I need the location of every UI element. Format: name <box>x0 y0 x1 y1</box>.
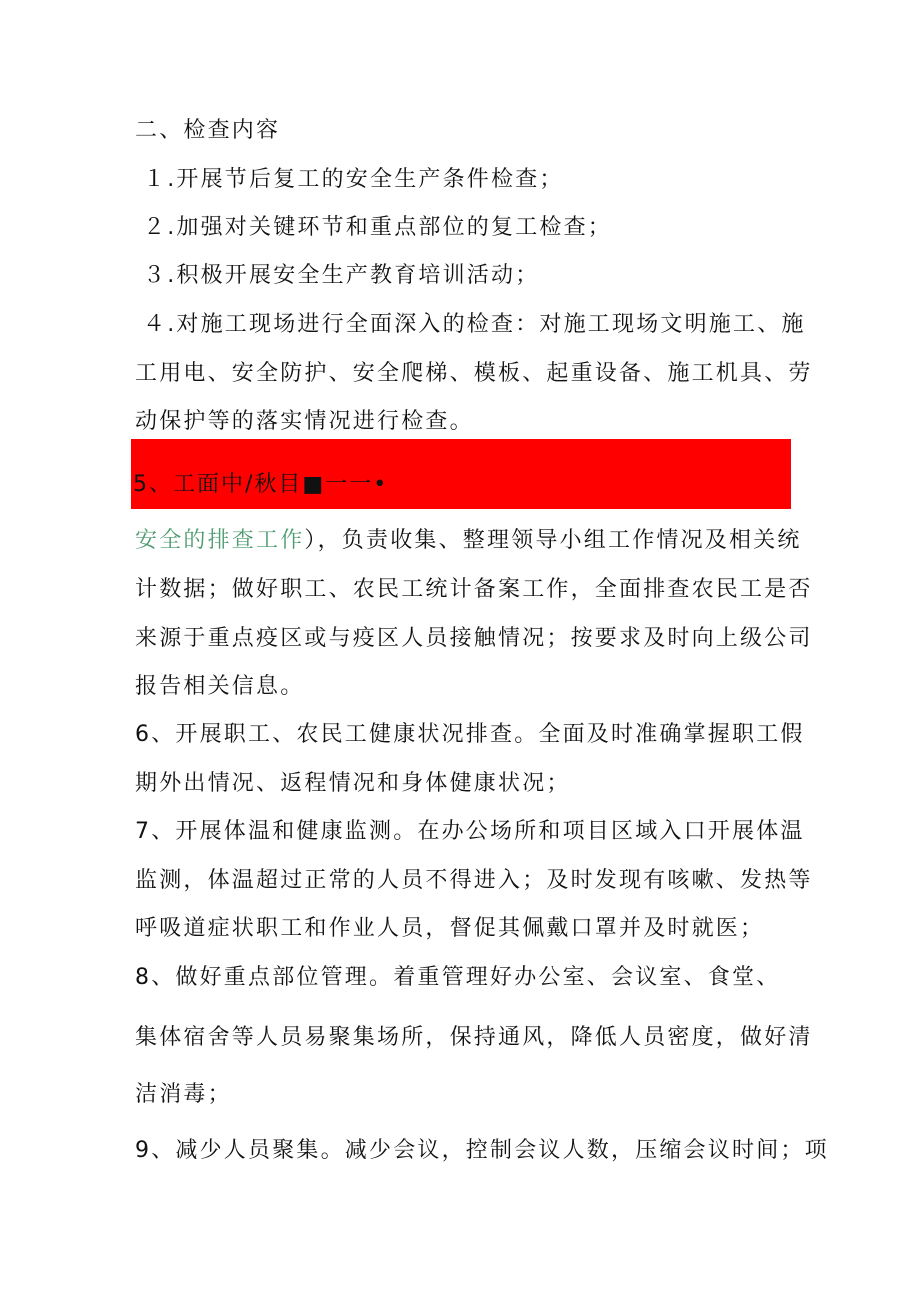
check-item-4-line-1: ４.对施工现场进行全面深入的检查：对施工现场文明施工、施 <box>143 312 806 337</box>
check-item-4-line-3: 动保护等的落实情况进行检查。 <box>135 409 474 434</box>
item-8-line-2: 集体宿舍等人员易聚集场所，保持通风，降低人员密度，做好清 <box>135 1025 813 1050</box>
item-8-line-3: 洁消毒； <box>135 1082 232 1107</box>
item-7-line-1: 7、开展体温和健康监测。在办公场所和项目区域入口开展体温 <box>135 819 805 844</box>
item-7-line-2: 监测，体温超过正常的人员不得进入；及时发现有咳嗽、发热等 <box>135 868 813 893</box>
check-item-2: ２.加强对关键环节和重点部位的复工检查； <box>143 215 612 240</box>
body-line-3: 来源于重点疫区或与疫区人员接触情况；按要求及时向上级公司 <box>135 626 813 651</box>
body-line-4: 报告相关信息。 <box>135 674 305 699</box>
check-item-4-line-2: 工用电、安全防护、安全爬梯、模板、起重设备、施工机具、劳 <box>135 361 813 386</box>
highlight-band-text: 5、工面中/秋目■一一• <box>133 472 389 497</box>
body-line-1 <box>135 526 802 556</box>
body-line-2: 计数据；做好职工、农民工统计备案工作，全面排查农民工是否 <box>135 577 813 602</box>
section-heading: 二、检查内容 <box>135 118 281 143</box>
item-6-line-1: 6、开展职工、农民工健康状况排查。全面及时准确掌握职工假 <box>135 722 805 747</box>
check-item-1: １.开展节后复工的安全生产条件检查； <box>143 167 564 192</box>
item-6-line-2: 期外出情况、返程情况和身体健康状况； <box>135 771 571 796</box>
body-line-1-rest: ），负责收集、整理领导小组工作情况及相关统 <box>304 528 802 553</box>
check-item-3: ３.积极开展安全生产教育培训活动； <box>143 263 540 288</box>
item-9-line-1: 9、减少人员聚集。减少会议，控制会议人数，压缩会议时间；项 <box>135 1138 829 1163</box>
item-7-line-3: 呼吸道症状职工和作业人员，督促其佩戴口罩并及时就医； <box>135 916 765 941</box>
green-text-fragment: 安全的排查工作 <box>135 528 305 553</box>
item-8-line-1: 8、做好重点部位管理。着重管理好办公室、会议室、食堂、 <box>135 965 781 990</box>
